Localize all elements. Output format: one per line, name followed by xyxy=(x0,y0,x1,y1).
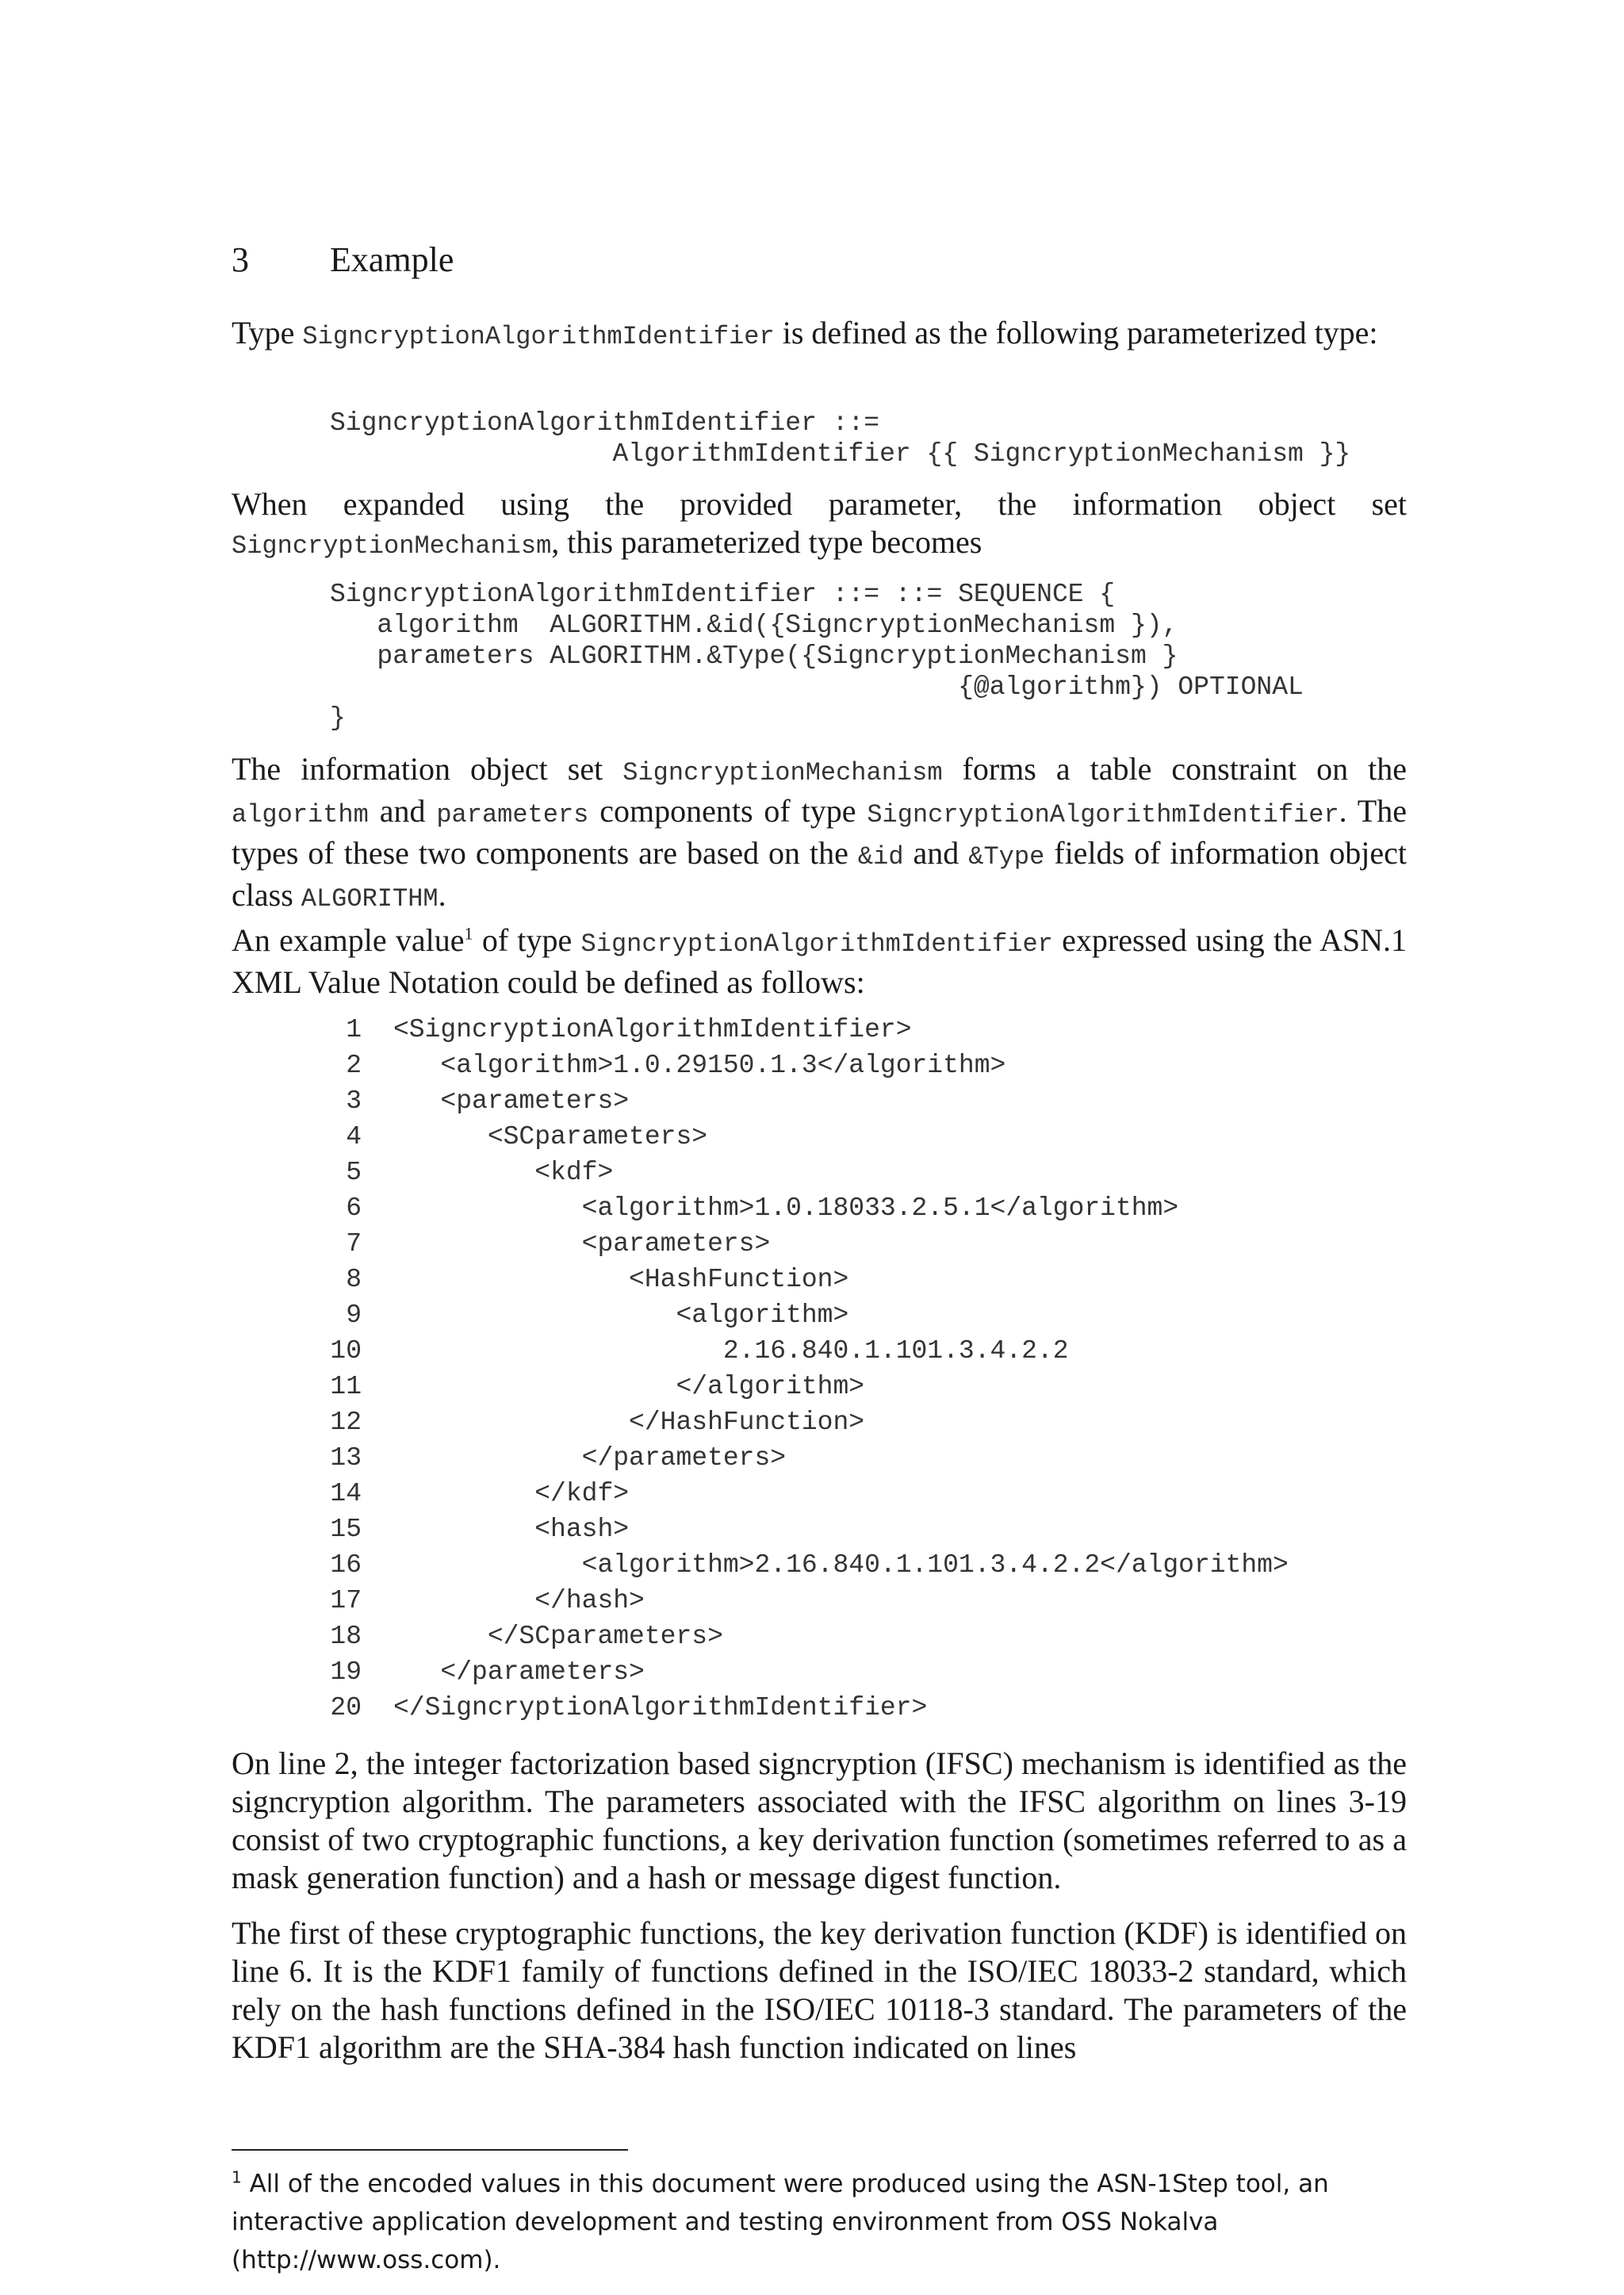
line-text: <hash> xyxy=(393,1515,630,1544)
line-number: 17 xyxy=(330,1586,362,1615)
line-text: <parameters> xyxy=(393,1086,630,1116)
line-text: <SCparameters> xyxy=(393,1122,708,1151)
text-run: When expanded using the provided parameter, the information object set xyxy=(232,486,1407,522)
paragraph-kdf: The first of these cryptographic functions, the key derivation function (KDF) is identified on line 6. It is the KDF1 family of functions defined in the ISO/IEC 18033-2 standard, which rely on the hash functions defined in the ISO/IEC 10118-3 standard. The parameters of the KDF1 algorithm are the SHA-384 hash function indicated on lines xyxy=(232,1915,1407,2065)
footnote-marker: 1 xyxy=(232,2167,242,2187)
line-number: 14 xyxy=(330,1479,362,1508)
code-term: SigncryptionAlgorithmIdentifier xyxy=(580,929,1053,959)
line-text: </kdf> xyxy=(393,1479,630,1508)
line-text: <kdf> xyxy=(393,1158,614,1187)
line-number: 8 xyxy=(346,1265,362,1294)
line-number: 3 xyxy=(346,1086,362,1116)
line-number: 20 xyxy=(330,1693,362,1722)
code-term: parameters xyxy=(436,800,589,829)
paragraph-ifsc: On line 2, the integer factorization based signcryption (IFSC) mechanism is identified as the signcryption algorithm. The parameters associated with the IFSC algorithm on lines 3-19 consist of two cryptographic functions, a key derivation function (sometimes referred to as a mask generation function) and a hash or message digest function. xyxy=(232,1745,1407,1895)
footnote-text: All of the encoded values in this document were produced using the ASN-1Step tool, an interactive application development and testing environment from OSS Nokalva (http://www.oss.com). xyxy=(232,2170,1329,2274)
line-text: </SigncryptionAlgorithmIdentifier> xyxy=(393,1693,928,1722)
footnote-marker[interactable]: 1 xyxy=(464,923,473,944)
line-number: 6 xyxy=(346,1193,362,1223)
code-line xyxy=(317,1440,1289,1476)
line-text: <SigncryptionAlgorithmIdentifier> xyxy=(393,1015,912,1044)
text-run: An example value xyxy=(232,922,465,958)
code-line xyxy=(317,1583,1289,1619)
code-line xyxy=(317,1083,1289,1119)
line-text: </parameters> xyxy=(393,1443,787,1473)
code-line xyxy=(317,1369,1289,1404)
text-run: is defined as the following parameterized type: xyxy=(774,315,1378,351)
code-term: SigncryptionAlgorithmIdentifier xyxy=(867,800,1339,829)
asn1-definition-code: SigncryptionAlgorithmIdentifier ::= AlgorithmIdentifier {{ SigncryptionMechanism }} xyxy=(330,408,1351,469)
code-term: &Type xyxy=(968,842,1045,872)
text-run: and xyxy=(368,793,437,829)
line-number: 12 xyxy=(330,1408,362,1437)
line-text: </hash> xyxy=(393,1586,645,1615)
text-run: components of type xyxy=(588,793,868,829)
text-run: Type xyxy=(232,315,303,351)
text-run: forms a table constraint on the xyxy=(942,751,1407,787)
text-run: of type xyxy=(473,922,581,958)
code-line xyxy=(317,1297,1289,1333)
line-number: 18 xyxy=(330,1622,362,1651)
asn1-sequence-code: SigncryptionAlgorithmIdentifier ::= ::= SEQUENCE { algorithm ALGORITHM.&id({SigncryptionMechanism }), parameters ALGORITHM.&Type({SigncryptionMechanism } {@algorithm}) OPTIONAL } xyxy=(330,580,1304,733)
code-line xyxy=(317,1547,1289,1583)
code-term: SigncryptionAlgorithmIdentifier xyxy=(302,322,775,351)
code-line xyxy=(317,1333,1289,1369)
line-text: 2.16.840.1.101.3.4.2.2 xyxy=(393,1336,1069,1366)
code-line xyxy=(317,1119,1289,1155)
line-number: 5 xyxy=(346,1158,362,1187)
code-line xyxy=(317,1404,1289,1440)
code-line xyxy=(317,1012,1289,1048)
line-number: 19 xyxy=(330,1657,362,1687)
section-heading xyxy=(232,236,454,284)
text-run: expressed using the ASN.1 XML Value Notation could be defined as follows: xyxy=(232,922,1408,1000)
paragraph-intro xyxy=(232,314,1407,356)
line-number: 15 xyxy=(330,1515,362,1544)
line-number: 4 xyxy=(346,1122,362,1151)
line-text: </algorithm> xyxy=(393,1372,865,1401)
line-text: <algorithm>1.0.18033.2.5.1</algorithm> xyxy=(393,1193,1179,1223)
line-number: 13 xyxy=(330,1443,362,1473)
text-run: , this parameterized type becomes xyxy=(551,524,982,560)
line-text: </SCparameters> xyxy=(393,1622,723,1651)
paragraph-expansion xyxy=(232,485,1407,565)
line-text: <HashFunction> xyxy=(393,1265,849,1294)
code-line xyxy=(317,1690,1289,1726)
line-text: <algorithm>2.16.840.1.101.3.4.2.2</algorithm> xyxy=(393,1550,1289,1580)
text-run: . xyxy=(438,877,446,913)
line-text: <algorithm> xyxy=(393,1301,849,1330)
line-number: 2 xyxy=(346,1051,362,1080)
code-line xyxy=(317,1190,1289,1226)
section-number: 3 xyxy=(232,240,249,279)
line-text: <algorithm>1.0.29150.1.3</algorithm> xyxy=(393,1051,1006,1080)
line-number: 9 xyxy=(346,1301,362,1330)
text-run: and xyxy=(903,835,969,871)
text-run: The information object set xyxy=(232,751,623,787)
paragraph-table-constraint xyxy=(232,750,1407,918)
line-number: 16 xyxy=(330,1550,362,1580)
code-line xyxy=(317,1048,1289,1083)
code-term: algorithm xyxy=(232,800,369,829)
text-run: . The types of these two components are based on the xyxy=(232,793,1407,871)
code-term: SigncryptionMechanism xyxy=(622,758,943,787)
code-term: ALGORITHM xyxy=(301,884,439,914)
line-number: 11 xyxy=(330,1372,362,1401)
line-text: </HashFunction> xyxy=(393,1408,865,1437)
section-title: Example xyxy=(330,240,454,279)
code-term: &id xyxy=(857,842,904,872)
line-text: <parameters> xyxy=(393,1229,771,1259)
line-number: 10 xyxy=(330,1336,362,1366)
code-line xyxy=(317,1511,1289,1547)
code-line xyxy=(317,1476,1289,1511)
footnote-divider xyxy=(232,2149,628,2151)
code-line xyxy=(317,1226,1289,1262)
paragraph-example-value xyxy=(232,921,1407,1002)
code-line xyxy=(317,1262,1289,1297)
line-number: 7 xyxy=(346,1229,362,1259)
line-number: 1 xyxy=(346,1015,362,1044)
text-run: fields of information object class xyxy=(232,835,1407,913)
code-term: SigncryptionMechanism xyxy=(232,531,552,561)
xml-code-listing xyxy=(317,1012,1289,1726)
code-line xyxy=(317,1155,1289,1190)
footnote xyxy=(232,2165,1421,2279)
code-line xyxy=(317,1619,1289,1654)
line-text: </parameters> xyxy=(393,1657,645,1687)
code-line xyxy=(317,1654,1289,1690)
